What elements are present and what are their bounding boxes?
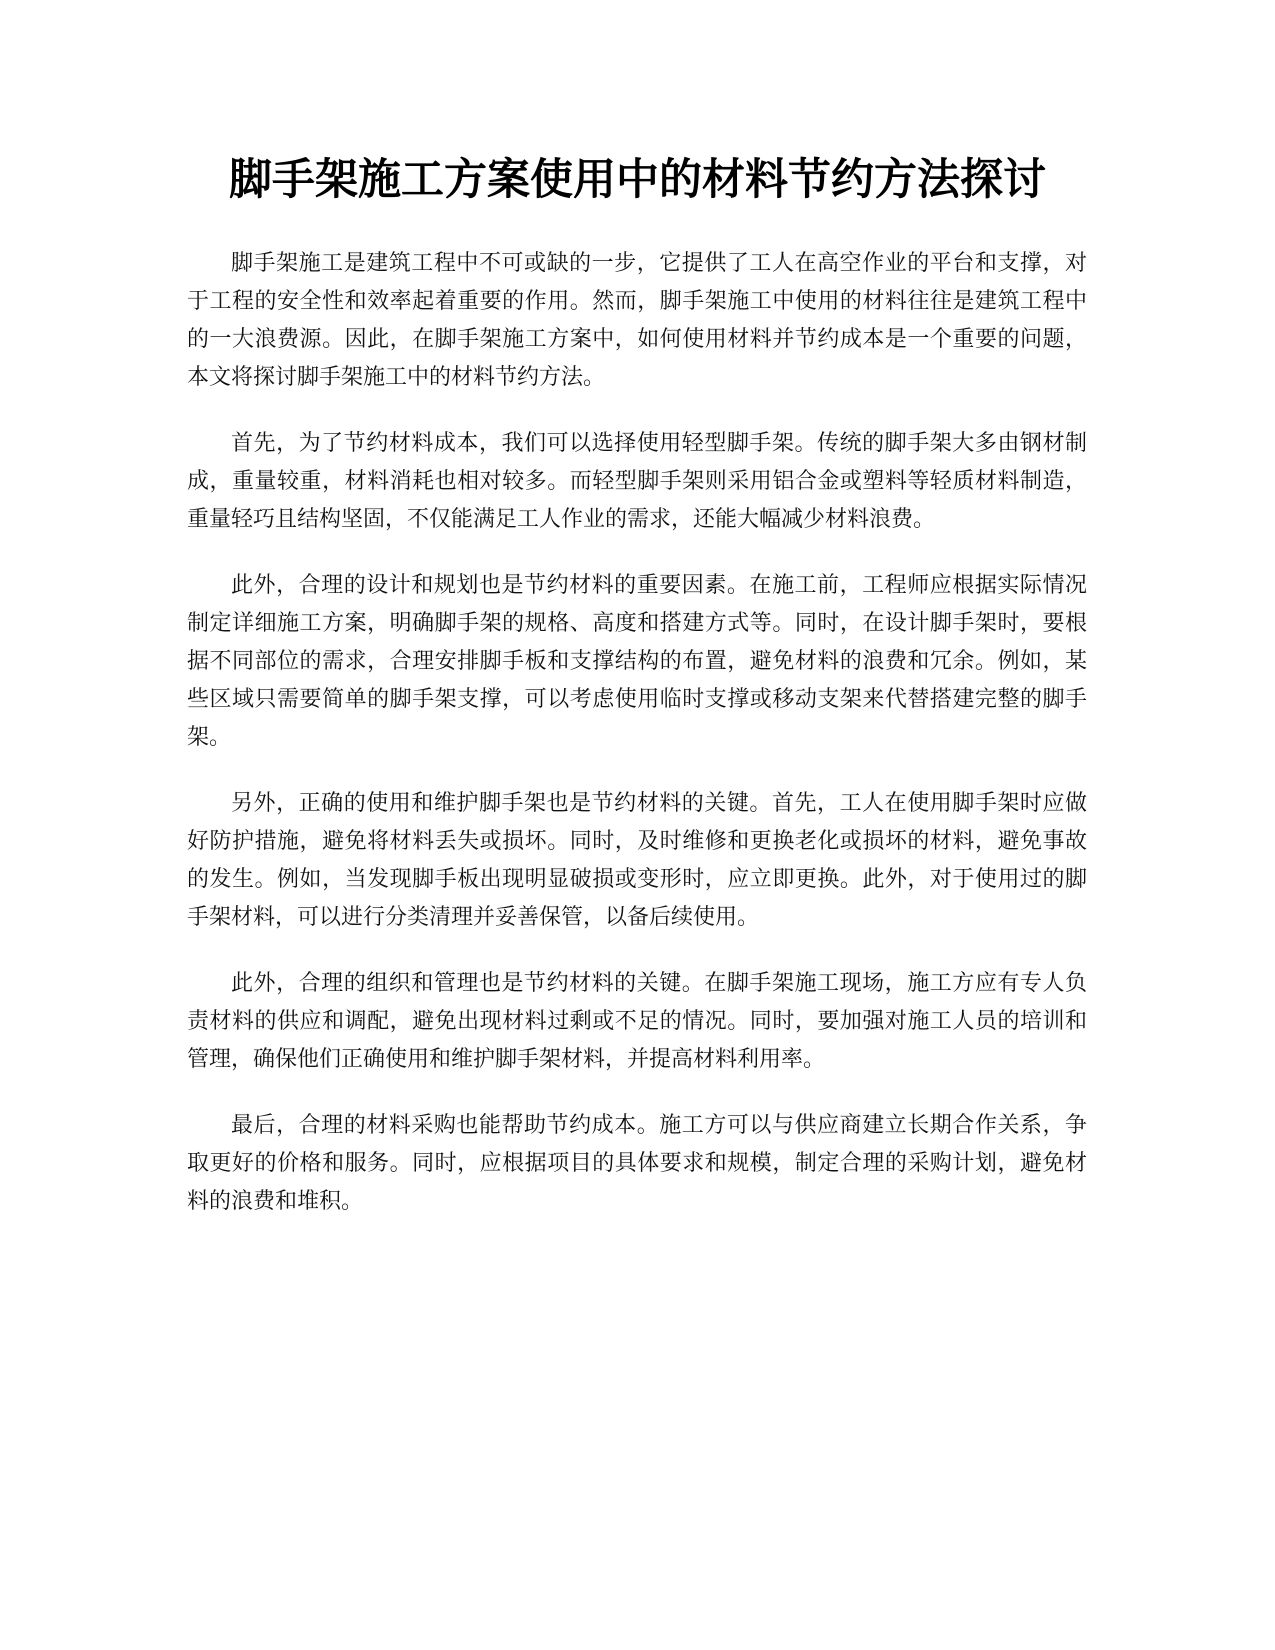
paragraph-use-maintenance: 另外，正确的使用和维护脚手架也是节约材料的关键。首先，工人在使用脚手架时应做好防护措施，避免将材料丢失或损坏。同时，及时维修和更换老化或损坏的材料，避免事故的发生。例如，当发现脚手板出现明显破损或变形时，应立即更换。此外，对于使用过的脚手架材料，可以进行分类清理并妥善保管，以备后续使用。 — [187, 791, 1087, 930]
paragraph-design-planning: 此外，合理的设计和规划也是节约材料的重要因素。在施工前，工程师应根据实际情况制定详细施工方案，明确脚手架的规格、高度和搭建方式等。同时，在设计脚手架时，要根据不同部位的需求，合理安排脚手板和支撑结构的布置，避免材料的浪费和冗余。例如，某些区域只需要简单的脚手架支撑，可以考虑使用临时支撑或移动支架来代替搭建完整的脚手架。 — [187, 573, 1087, 750]
paragraph-lightweight-scaffold: 首先，为了节约材料成本，我们可以选择使用轻型脚手架。传统的脚手架大多由钢材制成，重量较重，材料消耗也相对较多。而轻型脚手架则采用铝合金或塑料等轻质材料制造，重量轻巧且结构坚固，不仅能满足工人作业的需求，还能大幅减少材料浪费。 — [187, 431, 1087, 532]
paragraph-intro: 脚手架施工是建筑工程中不可或缺的一步，它提供了工人在高空作业的平台和支撑，对于工程的安全性和效率起着重要的作用。然而，脚手架施工中使用的材料往往是建筑工程中的一大浪费源。因此，在脚手架施工方案中，如何使用材料并节约成本是一个重要的问题，本文将探讨脚手架施工中的材料节约方法。 — [187, 251, 1087, 390]
paragraph-organization-management: 此外，合理的组织和管理也是节约材料的关键。在脚手架施工现场，施工方应有专人负责材料的供应和调配，避免出现材料过剩或不足的情况。同时，要加强对施工人员的培训和管理，确保他们正确使用和维护脚手架材料，并提高材料利用率。 — [187, 971, 1087, 1072]
document-body — [187, 245, 1087, 1249]
document-title: 脚手架施工方案使用中的材料节约方法探讨 — [229, 155, 1046, 205]
paragraph-procurement: 最后，合理的材料采购也能帮助节约成本。施工方可以与供应商建立长期合作关系，争取更好的价格和服务。同时，应根据项目的具体要求和规模，制定合理的采购计划，避免材料的浪费和堆积。 — [187, 1113, 1087, 1214]
